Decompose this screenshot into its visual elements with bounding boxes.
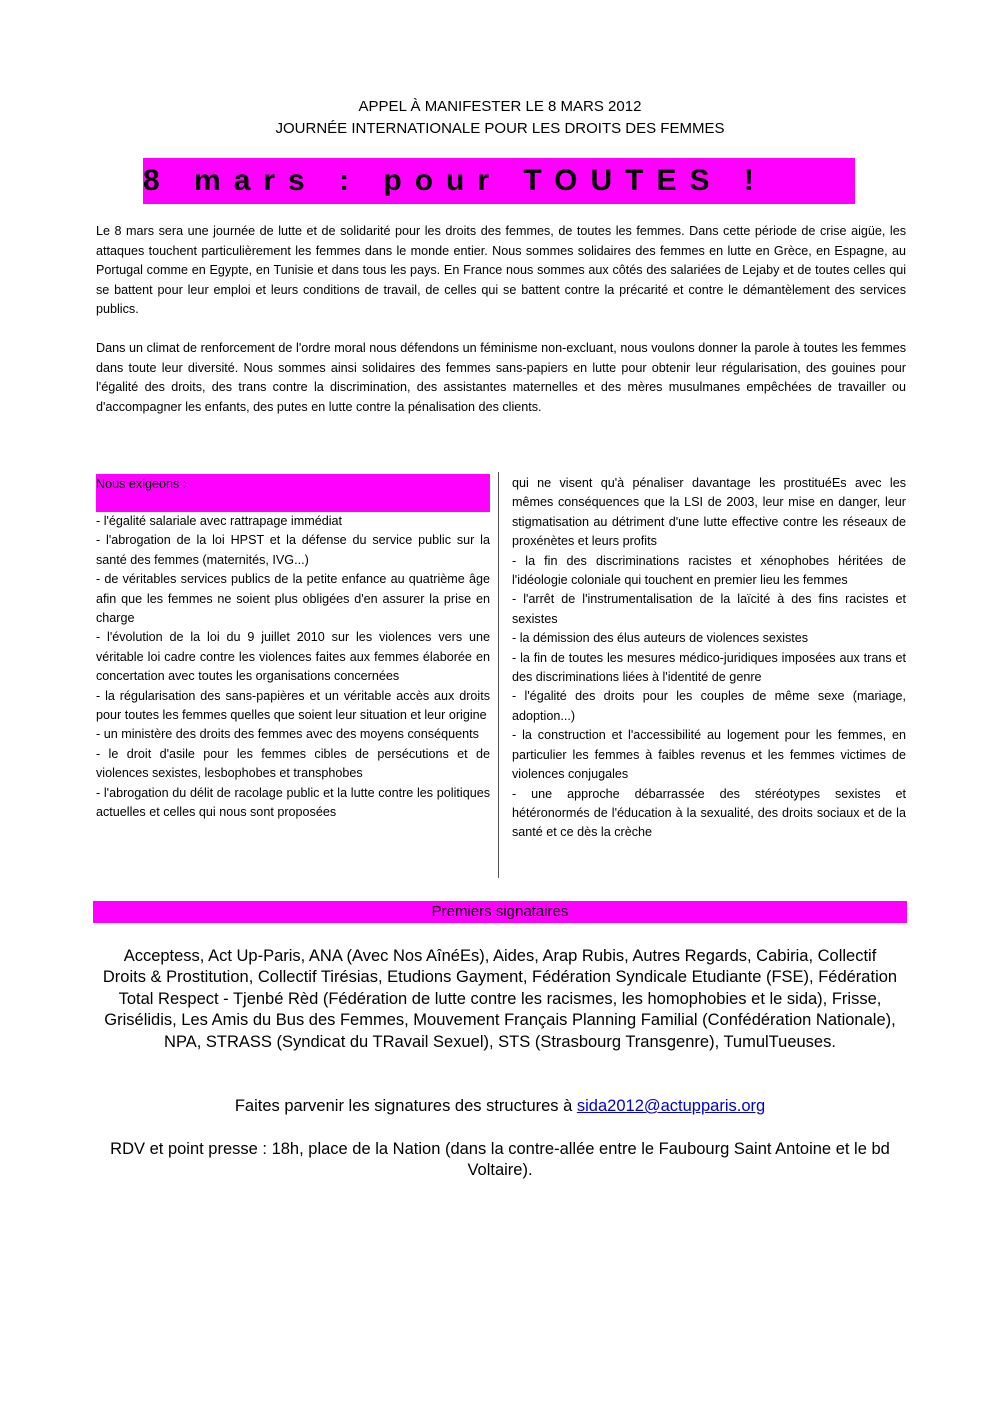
demand-item: qui ne visent qu'à pénaliser davantage les prostituéEs avec les mêmes conséquences que la LSI de 2003, leur mise en danger, leur stigmatisation au détriment d'une lutte effective contre les réseaux de proxénètes et leurs profits: [512, 476, 906, 549]
cta-text: Faites parvenir les signatures des structures à: [234, 1097, 577, 1115]
column-divider: [498, 472, 499, 878]
email-link[interactable]: sida2012@actupparis.org: [576, 1097, 766, 1115]
demands-heading: Nous exigeons :: [96, 474, 490, 512]
demand-item: - l'égalité salariale avec rattrapage immédiat: [96, 514, 343, 528]
demand-item: - l'égalité des droits pour les couples de même sexe (mariage, adoption...): [512, 689, 906, 723]
demand-item: - de véritables services publics de la petite enfance au quatrième âge afin que les femmes ne soient plus obligées d'en assurer la prise en charge: [96, 572, 490, 626]
document-header: [0, 96, 1000, 140]
title-banner: 8 mars : pour TOUTES !: [143, 158, 855, 204]
demand-item: - la fin de toutes les mesures médico-juridiques imposées aux trans et des discriminations liées à l'identité de genre: [512, 650, 906, 685]
demand-item: - l'évolution de la loi du 9 juillet 2010 sur les violences vers une véritable loi cadre contre les violences faites aux femmes élaborée en concertation avec toutes les organisations concernées: [96, 630, 490, 684]
demand-item: - l'abrogation de la loi HPST et la défense du service public sur la santé des femmes (maternités, IVG...): [96, 533, 490, 567]
header-line-1: APPEL À MANIFESTER LE 8 MARS 2012: [358, 98, 642, 115]
demand-item: - la régularisation des sans-papières et un véritable accès aux droits pour toutes les femmes quelles que soient leur situation et leur origine: [96, 688, 490, 723]
demand-item: - la démission des élus auteurs de violences sexistes: [512, 631, 809, 646]
header-line-2: JOURNÉE INTERNATIONALE POUR LES DROITS DES FEMMES: [275, 120, 725, 137]
signatories-heading: Premiers signataires: [93, 901, 907, 923]
rdv-info: RDV et point presse : 18h, place de la Nation (dans la contre-allée entre le Faubourg Saint Antoine et le bd Voltaire).: [110, 1140, 890, 1179]
intro-paragraph-1: Le 8 mars sera une journée de lutte et de solidarité pour les droits des femmes, de toutes les femmes. Dans cette période de crise aigüe, les attaques touchent particulièrement les femmes dans le monde entier. Nous sommes solidaires des femmes en lutte en Grèce, en Espagne, au Portugal comme en Egypte, en Tunisie et dans tous les pays. En France nous sommes aux côtés des salariées de Lejaby et de toutes celles qui se battent pour leur emploi et leurs conditions de travail, de celles qui se battent contre la précarité et contre le démantèlement des services publics.: [96, 224, 906, 316]
demand-item: - le droit d'asile pour les femmes cibles de persécutions et de violences sexistes, lesbophobes et transphobes: [96, 746, 490, 781]
demand-item: - l'abrogation du délit de racolage public et la lutte contre les politiques actuelles et celles qui nous sont proposées: [96, 785, 490, 820]
demand-item: - l'arrêt de l'instrumentalisation de la laïcité à des fins racistes et sexistes: [512, 592, 906, 626]
demand-item: - la construction et l'accessibilité au logement pour les femmes, en particulier les femmes à faibles revenus et les femmes victimes de violences conjugales: [512, 728, 906, 782]
demands-left-column: [96, 474, 490, 823]
signatories-list: Acceptess, Act Up-Paris, ANA (Avec Nos AînéEs), Aides, Arap Rubis, Autres Regards, Cabiria, Collectif Droits & Prostitution, Collectif Tirésias, Etudions Gayment, Fédération Syndicale Etudiante (FSE), Fédération Total Respect - Tjenbé Rèd (Fédération de lutte contre les racismes, les homophobies et le sida), Frisse, Grisélidis, Les Amis du Bus des Femmes, Mouvement Français Planning Familial (Confédération Nationale), NPA, STRASS (Syndicat du TRavail Sexuel), STS (Strasbourg Transgenre), TumulTueuses.: [102, 947, 898, 1051]
demands-right-column: [512, 474, 906, 843]
demand-item: - un ministère des droits des femmes avec des moyens conséquents: [96, 727, 479, 742]
call-to-action: [0, 1096, 1000, 1117]
demand-item: - la fin des discriminations racistes et xénophobes héritées de l'idéologie coloniale qui touchent en premier lieu les femmes: [512, 553, 906, 588]
intro-paragraph-2: Dans un climat de renforcement de l'ordre moral nous défendons un féminisme non-excluant, nous voulons donner la parole à toutes les femmes dans toute leur diversité. Nous sommes ainsi solidaires des femmes sans-papiers en lutte pour obtenir leur régularisation, des gouines pour l'égalité des droits, des trans contre la discrimination, des assistantes maternelles et des mères musulmanes empêchées de travailler ou d'accompagner les enfants, des putes en lutte contre la pénalisation des clients.: [96, 341, 906, 414]
demand-item: - une approche débarrassée des stéréotypes sexistes et hétéronormés de l'éducation à la sexualité, des droits sociaux et de la santé et ce dès la crèche: [512, 786, 906, 840]
